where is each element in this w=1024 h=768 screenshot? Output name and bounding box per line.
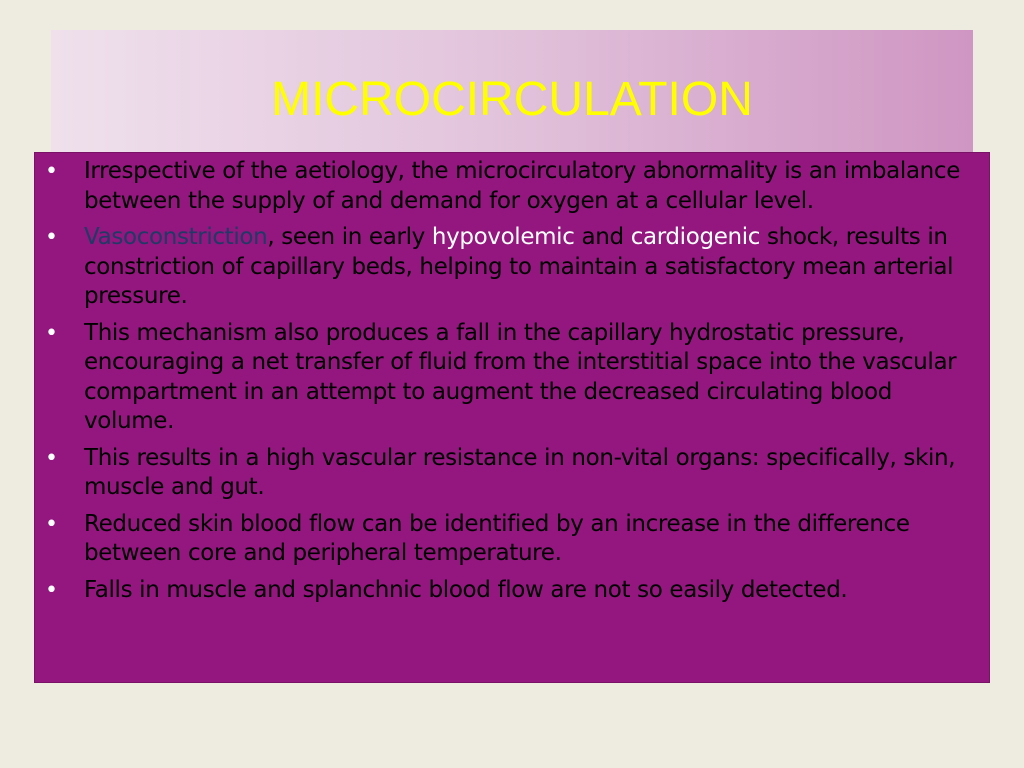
- bullet-item-5: [35, 510, 989, 569]
- bullet-item-4: [35, 444, 989, 503]
- keyword-cardiogenic: cardiogenic: [630, 224, 761, 250]
- bullet-list: [35, 157, 989, 612]
- bullet-item-2: [35, 223, 989, 312]
- bullet-marker: •: [45, 445, 58, 471]
- bullet-item-3: [35, 319, 989, 437]
- slide-title: MICROCIRCULATION: [271, 73, 753, 126]
- bullet-text: Reduced skin blood flow can be identified by an increase in the difference between core and peripheral temperature.: [84, 510, 910, 566]
- content-box: [34, 152, 990, 683]
- bullet-item-1: [35, 157, 989, 216]
- bullet-text-segment: shock, results in constriction of capillary beds, helping to maintain a satisfactory mean arterial pressure.: [84, 224, 954, 309]
- bullet-text-segment: , seen in early: [267, 224, 432, 250]
- title-band: [51, 30, 973, 154]
- bullet-text: This mechanism also produces a fall in the capillary hydrostatic pressure, encouraging a net transfer of fluid from the interstitial space into the vascular compartment in an attempt to augment the decreased circulating blood volume.: [84, 319, 957, 434]
- bullet-text-segment: and: [574, 224, 631, 250]
- keyword-hypovolemic: hypovolemic: [431, 224, 575, 250]
- bullet-text: Falls in muscle and splanchnic blood flow are not so easily detected.: [84, 576, 848, 603]
- keyword-vasoconstriction: Vasoconstriction: [84, 224, 268, 250]
- bullet-text: Irrespective of the aetiology, the microcirculatory abnormality is an imbalance between the supply of and demand for oxygen at a cellular level.: [84, 158, 961, 214]
- bullet-marker: •: [45, 320, 58, 346]
- bullet-marker: •: [45, 511, 58, 537]
- bullet-marker: •: [45, 225, 58, 250]
- bullet-item-6: [35, 576, 989, 606]
- bullet-marker: •: [45, 577, 58, 603]
- bullet-marker: •: [45, 159, 58, 184]
- bullet-text: This results in a high vascular resistance in non-vital organs: specifically, skin, muscle and gut.: [84, 444, 956, 500]
